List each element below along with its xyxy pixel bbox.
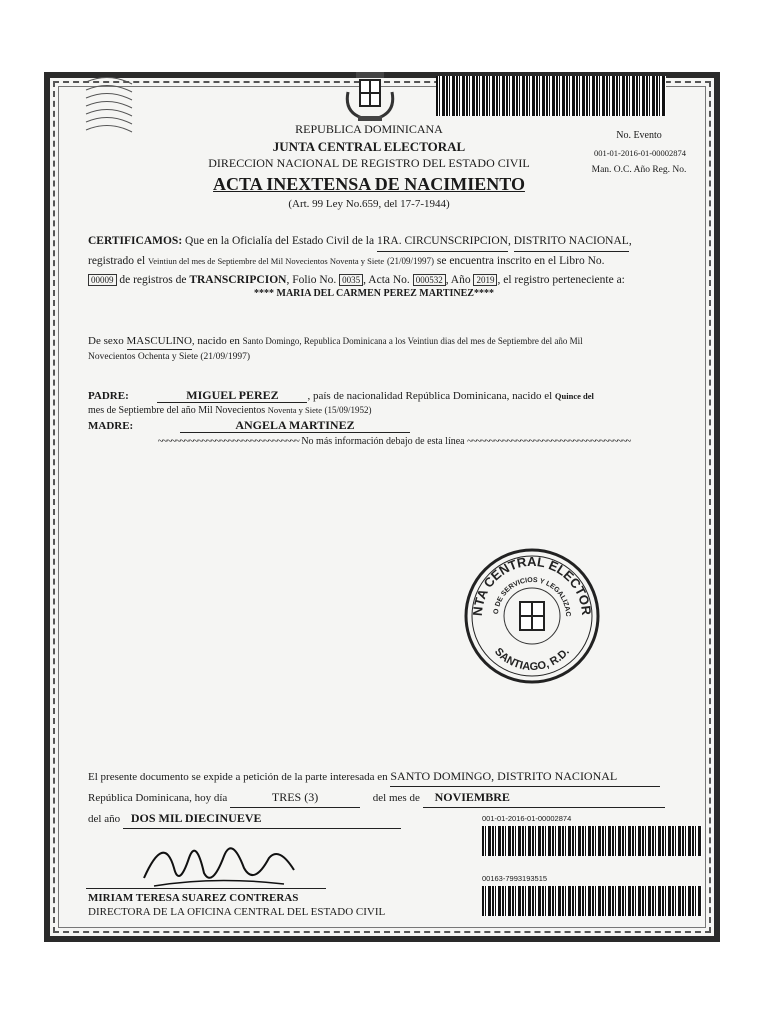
top-barcode xyxy=(436,76,666,116)
signer-title: DIRECTORA DE LA OFICINA CENTRAL DEL ESTADO CIVIL xyxy=(88,906,386,918)
birth-place-date-cont: Novecientos Ochenta y Siete (21/09/1997) xyxy=(88,352,250,362)
law-reference: (Art. 99 Ley No.659, del 17-7-1944) xyxy=(288,198,450,210)
bottom-barcode-1 xyxy=(482,826,702,856)
guilloche-icon xyxy=(84,72,134,134)
certify-text6: , Acta No. xyxy=(363,274,410,286)
issuance-text4: del año xyxy=(88,813,121,825)
father-dob-words: Noventa y Siete xyxy=(267,405,322,415)
district: DISTRITO NACIONAL xyxy=(514,232,629,252)
father-dob-date: (15/09/1952) xyxy=(324,405,372,415)
document-title: ACTA INEXTENSA DE NACIMIENTO xyxy=(213,174,525,194)
registry-year: 2019 xyxy=(473,274,497,286)
no-more-info: No más información debajo de esta línea xyxy=(301,436,465,447)
certify-paragraph: CERTIFICAMOS: Que en la Oficialía del Estado Civil de la 1RA. CIRCUNSCRIPCION, DISTRITO NACIONAL, registrado el Veintiun del mes de Septiembre del Mil Novecientos Noventa y Siete (21/09/1997) se encuentra inscrito en el Libro No. 00009 de registros de TRANSCRIPCION, Folio No. 0035 , Acta No. 000532 , Año 2019 , el registro perteneciente a: xyxy=(88,232,708,290)
birth-certificate xyxy=(44,72,720,942)
issuance-month: NOVIEMBRE xyxy=(423,787,665,808)
reg-label: Man. O.C. Año Reg. No. xyxy=(591,165,687,175)
barcode1-text: 001-01-2016-01-00002874 xyxy=(482,814,572,823)
father-label: PADRE: xyxy=(88,390,129,402)
certify-text8: , el registro perteneciente a: xyxy=(497,274,625,286)
end-of-info-line: ~~~~~~~~~~~~~~~~~~~~~~~~~~~~~~~~ No más información debajo de esta línea ~~~~~~~~~~~~~~~~~~~~~~~~~~~~~~~~~~~~~ xyxy=(157,436,631,447)
coat-of-arms-icon xyxy=(342,72,398,122)
signer-name: MIRIAM TERESA SUAREZ CONTRERAS xyxy=(88,892,299,904)
acta-number: 000532 xyxy=(413,274,446,286)
certify-text5: , Folio No. xyxy=(286,274,337,286)
seal-top-text: NTA CENTRAL ELECTOR xyxy=(469,553,595,617)
barcode2-text: 00163-7993193515 xyxy=(482,874,548,883)
certify-lead: CERTIFICAMOS: xyxy=(88,235,183,247)
father-dob-text: mes de Septiembre del año Mil Novecientos xyxy=(88,405,266,416)
issuance-day: TRES (3) xyxy=(230,787,360,808)
folio-number: 0035 xyxy=(339,274,363,286)
bottom-barcode-2 xyxy=(482,886,702,916)
issuance-text3: del mes de xyxy=(372,792,420,804)
registration-date-words: Veintiun del mes de Septiembre del Mil Novecientos Noventa y Siete xyxy=(148,256,385,266)
sex-value: MASCULINO xyxy=(127,334,192,350)
certify-text4: de registros de xyxy=(119,274,187,286)
registration-date: (21/09/1997) xyxy=(386,256,434,266)
official-seal xyxy=(460,544,604,688)
birth-place-date: Santo Domingo, Republica Dominicana a los Veintiun dias del mes de Septiembre del año Mil xyxy=(242,336,583,346)
certify-text2: registrado el xyxy=(88,255,146,267)
mother-label: MADRE: xyxy=(88,420,134,432)
issuance-city: SANTO DOMINGO, DISTRITO NACIONAL xyxy=(390,766,660,787)
born-label: , nacido en xyxy=(191,335,240,347)
issuance-year: DOS MIL DIECINUEVE xyxy=(123,808,401,829)
certify-text1: Que en la Oficialía del Estado Civil de la xyxy=(185,235,375,247)
birth-info xyxy=(88,334,708,365)
directorate-name: DIRECCION NACIONAL DE REGISTRO DEL ESTADO CIVIL xyxy=(208,156,530,170)
issuance-text2: República Dominicana, hoy día xyxy=(88,792,228,804)
father-name: MIGUEL PEREZ xyxy=(157,388,307,403)
father-nationality: , país de nacionalidad República Dominicana, nacido el xyxy=(307,390,553,402)
seal-bottom-text: SANTIAGO, R.D. xyxy=(492,645,572,674)
institution-name: JUNTA CENTRAL ELECTORAL xyxy=(272,139,466,154)
sex-label: De sexo xyxy=(88,335,124,347)
certify-text7: , Año xyxy=(445,274,471,286)
signature-line xyxy=(86,888,326,889)
certify-text3: se encuentra inscrito en el Libro No. xyxy=(436,255,605,267)
circumscription: 1RA. CIRCUNSCRIPCION xyxy=(377,232,508,252)
republic-name: REPUBLICA DOMINICANA xyxy=(295,122,443,136)
event-number: 001-01-2016-01-00002874 xyxy=(593,148,687,158)
book-number: 00009 xyxy=(88,274,117,286)
mother-name: ANGELA MARTINEZ xyxy=(180,418,410,433)
father-dob: Quince del xyxy=(554,391,594,401)
seal-inner-text: O DE SERVICIOS Y LEGALIZAC xyxy=(492,576,572,617)
issuance-statement xyxy=(88,766,708,829)
parents-section xyxy=(88,388,708,433)
registration-type: TRANSCRIPCION xyxy=(189,274,287,286)
issuance-text1: El presente documento se expide a petición de la parte interesada en xyxy=(88,771,388,783)
event-label: No. Evento xyxy=(616,130,662,141)
registered-person-name: **** MARIA DEL CARMEN PEREZ MARTINEZ**** xyxy=(254,288,494,299)
